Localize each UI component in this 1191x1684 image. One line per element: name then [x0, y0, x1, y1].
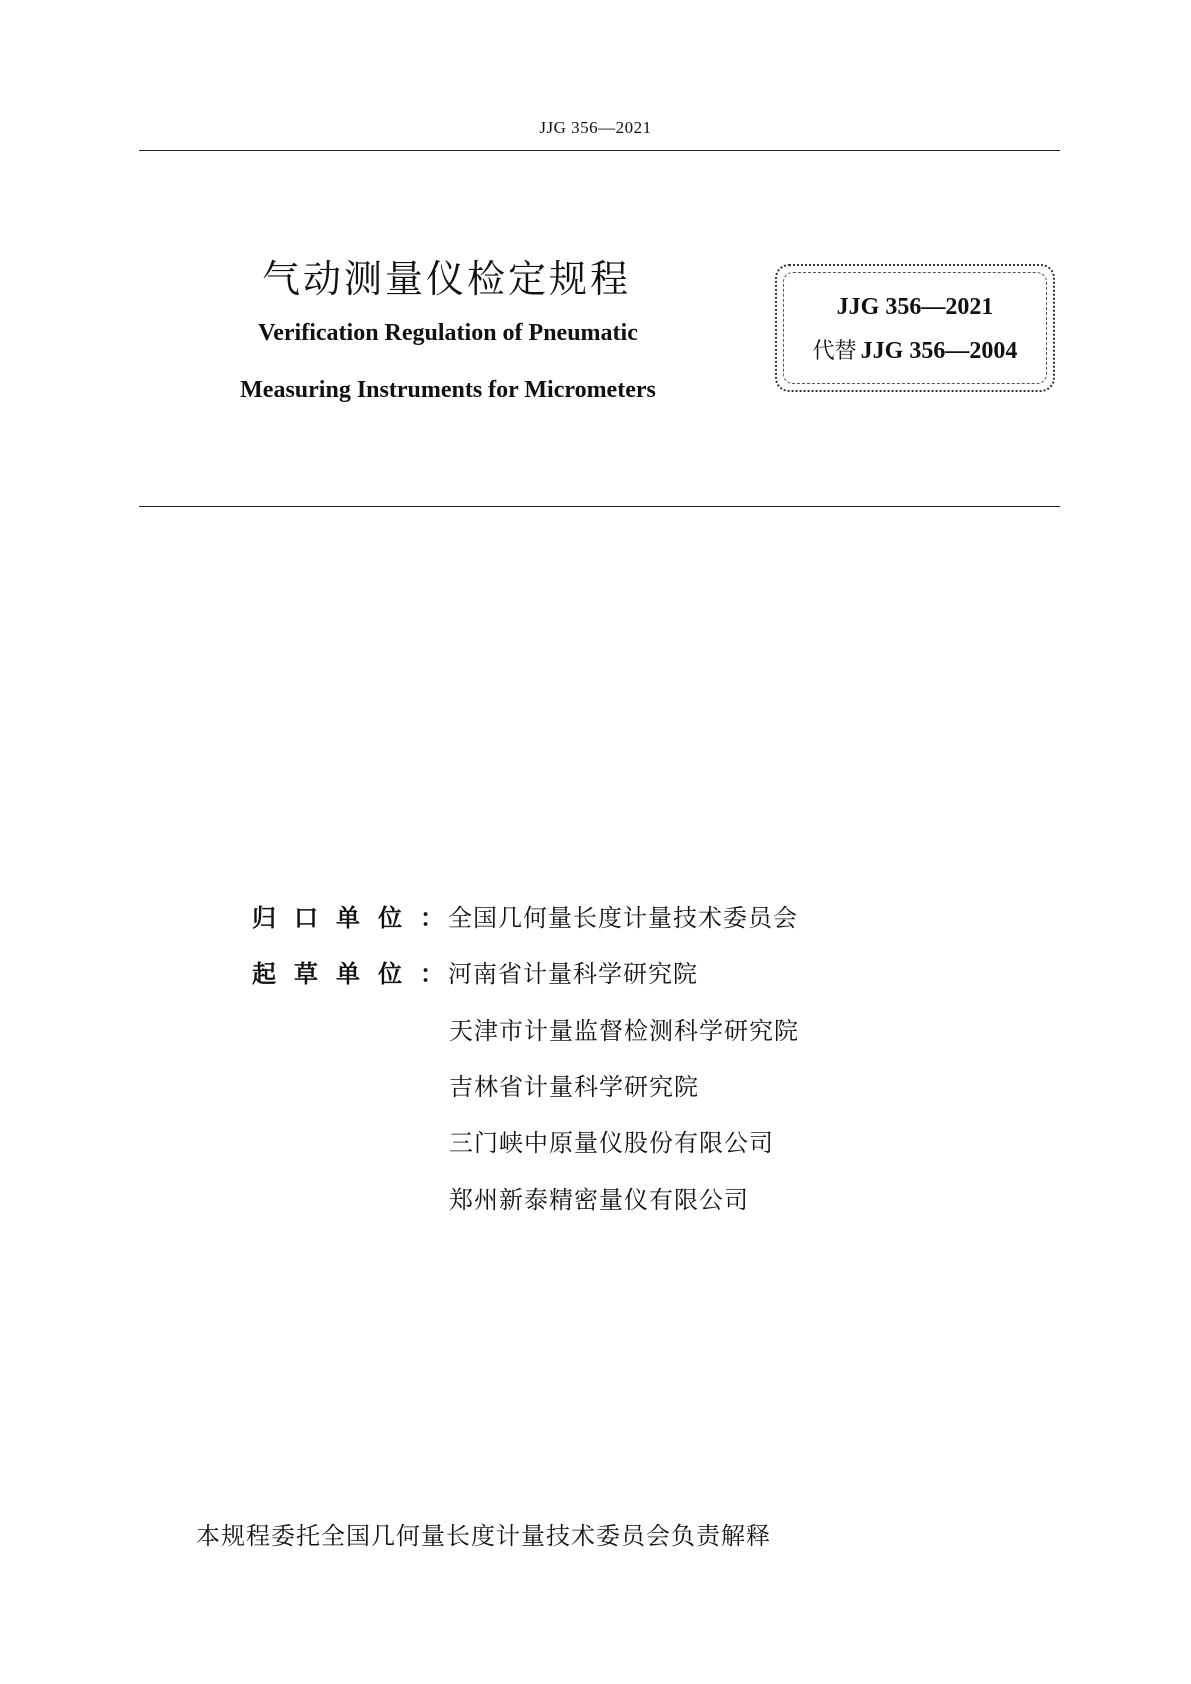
document-title-english-line1: Verification Regulation of Pneumatic — [258, 320, 638, 346]
drafting-unit-label: 起草单位： — [252, 960, 462, 988]
drafting-unit-row — [252, 954, 698, 989]
drafting-unit-1: 河南省计量科学研究院 — [448, 960, 698, 988]
standard-code: JJG 356—2021 — [836, 294, 994, 320]
drafting-unit-2: 天津市计量监督检测科学研究院 — [449, 1017, 799, 1045]
title-bottom-rule — [139, 506, 1060, 507]
replaced-code: JJG 356—2004 — [860, 338, 1018, 364]
responsible-unit-row — [252, 898, 798, 933]
drafting-unit-4: 三门峡中原量仪股份有限公司 — [449, 1129, 774, 1157]
standard-code-box — [775, 264, 1055, 392]
replace-label: 代替 — [812, 339, 857, 364]
drafting-unit-3: 吉林省计量科学研究院 — [449, 1073, 699, 1101]
header-rule — [139, 150, 1060, 151]
responsible-unit-value: 全国几何量长度计量技术委员会 — [448, 904, 798, 932]
replaced-code-line — [777, 334, 1053, 365]
drafting-unit-5: 郑州新泰精密量仪有限公司 — [449, 1186, 749, 1214]
document-title-chinese: 气动测量仪检定规程 — [262, 257, 632, 301]
running-header: JJG 356—2021 — [539, 118, 652, 137]
interpretation-note: 本规程委托全国几何量长度计量技术委员会负责解释 — [196, 1522, 771, 1550]
document-title-english-line2: Measuring Instruments for Micrometers — [240, 377, 656, 403]
responsible-unit-label: 归口单位： — [252, 904, 462, 932]
